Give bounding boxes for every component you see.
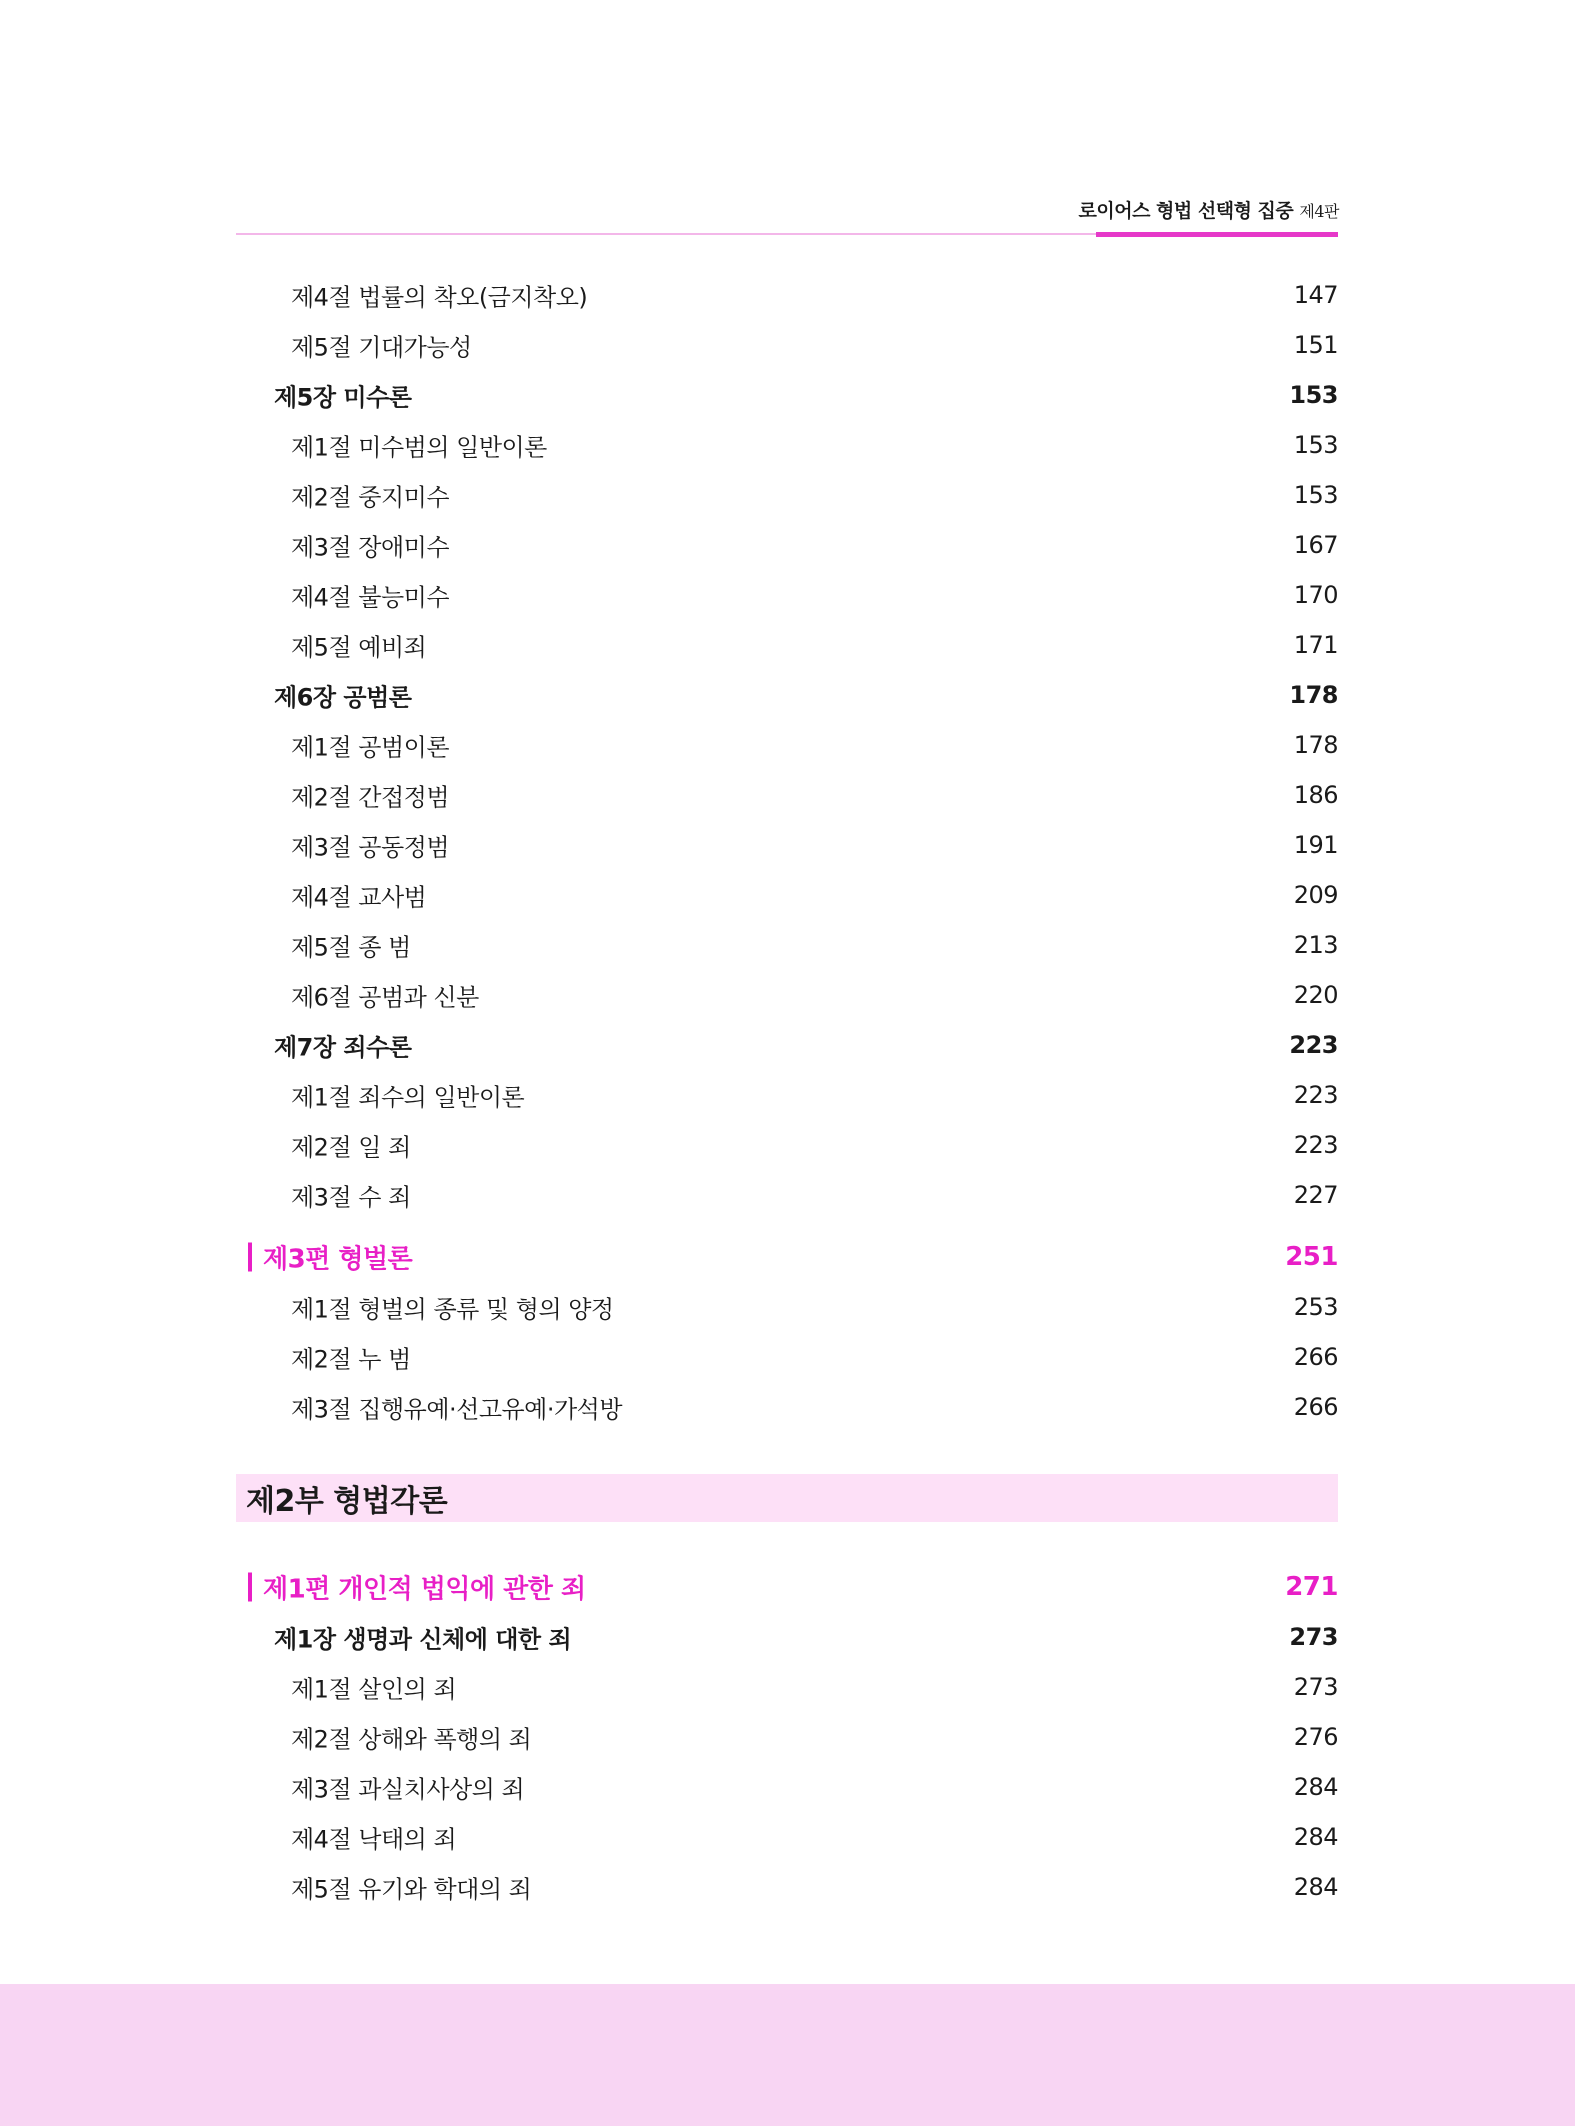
toc-entry-label: 제2절 누 범 [291,1345,411,1374]
toc-entry[interactable] [236,620,1338,670]
toc-entry[interactable] [236,770,1338,820]
toc-entry[interactable] [236,1332,1338,1382]
toc-entry[interactable] [236,470,1338,520]
toc-entry-page: 227 [1293,1181,1338,1209]
toc-entry-label: 제6장 공범론 [274,683,412,712]
toc-entry-page: 273 [1289,1623,1338,1651]
toc-entry-label: 제1절 형벌의 종류 및 형의 양정 [291,1295,614,1324]
edition-label: 제4판 [1299,202,1339,221]
toc-entry[interactable] [236,1382,1338,1432]
toc-entry[interactable] [236,870,1338,920]
toc-entry-label: 제2절 상해와 폭행의 죄 [291,1725,532,1754]
running-header [1079,196,1339,223]
toc-part-label: 제1편 개인적 법익에 관한 죄 [248,1569,586,1606]
toc-entry-label: 제1장 생명과 신체에 대한 죄 [274,1625,572,1654]
toc-entry-page: 273 [1293,1673,1338,1701]
toc-entry-label: 제5절 기대가능성 [291,333,472,362]
toc-entry[interactable] [236,1712,1338,1762]
toc-entry[interactable] [236,1812,1338,1862]
toc-entry[interactable] [236,920,1338,970]
toc-part-heading[interactable] [236,1232,1338,1282]
toc-entry[interactable] [236,420,1338,470]
division-banner [236,1474,1338,1522]
toc-entry-page: 213 [1293,931,1338,959]
toc-chapter[interactable] [236,370,1338,420]
book-title: 로이어스 형법 선택형 집중 [1078,200,1294,222]
toc-entry-label: 제5장 미수론 [274,383,412,412]
toc-entry-page: 284 [1293,1823,1338,1851]
toc-entry-page: 178 [1293,731,1338,759]
toc-entry-page: 186 [1293,781,1338,809]
toc-entry-label: 제3절 공동정범 [291,833,450,862]
toc-entry[interactable] [236,970,1338,1020]
toc-entry-label: 제3절 과실치사상의 죄 [291,1775,525,1804]
toc-group-3 [236,1612,1338,1912]
toc-entry-label: 제4절 교사범 [291,883,427,912]
division-title: 제2부 형법각론 [246,1484,448,1519]
toc-entry-page: 284 [1293,1873,1338,1901]
toc-entry-label: 제2절 일 죄 [291,1133,411,1162]
toc-entry-page: 223 [1289,1031,1338,1059]
toc-entry-page: 171 [1293,631,1338,659]
toc-entry[interactable] [236,720,1338,770]
toc-chapter[interactable] [236,1020,1338,1070]
toc-entry-page: 151 [1293,331,1338,359]
toc-entry-label: 제5절 예비죄 [291,633,427,662]
toc-part-page: 271 [1285,1572,1338,1602]
toc-entry[interactable] [236,270,1338,320]
toc-entry-label: 제2절 간접정범 [291,783,450,812]
toc-entry-page: 284 [1293,1773,1338,1801]
toc-entry-page: 220 [1293,981,1338,1009]
toc-entry-label: 제2절 중지미수 [291,483,450,512]
toc-entry-label: 제3절 수 죄 [291,1183,411,1212]
toc-entry[interactable] [236,520,1338,570]
toc-entry[interactable] [236,1170,1338,1220]
toc-entry-label: 제6절 공범과 신분 [291,983,479,1012]
header-accent-rule [1096,232,1338,237]
toc-chapter[interactable] [236,670,1338,720]
toc-entry-page: 276 [1293,1723,1338,1751]
toc-entry-label: 제5절 유기와 학대의 죄 [291,1875,532,1904]
toc-part-heading[interactable] [236,1562,1338,1612]
toc-entry-label: 제1절 죄수의 일반이론 [291,1083,525,1112]
toc-entry-label: 제1절 공범이론 [291,733,450,762]
toc-entry-label: 제7장 죄수론 [274,1033,412,1062]
toc-entry-page: 178 [1289,681,1338,709]
toc-entry-page: 266 [1293,1343,1338,1371]
toc-entry-page: 170 [1293,581,1338,609]
toc-entry-page: 266 [1293,1393,1338,1421]
toc-entry-label: 제5절 종 범 [291,933,411,962]
toc-entry-page: 167 [1293,531,1338,559]
toc-entry-page: 223 [1293,1131,1338,1159]
toc-entry[interactable] [236,820,1338,870]
toc-group-1 [236,270,1338,1220]
toc-entry[interactable] [236,1070,1338,1120]
toc-entry[interactable] [236,320,1338,370]
toc-entry[interactable] [236,1282,1338,1332]
toc-entry-page: 153 [1293,481,1338,509]
toc-entry-label: 제4절 불능미수 [291,583,450,612]
toc-entry[interactable] [236,1762,1338,1812]
toc-entry-label: 제4절 낙태의 죄 [291,1825,457,1854]
spacer [236,1220,1338,1232]
toc-group-2 [236,1282,1338,1432]
toc-entry-label: 제1절 살인의 죄 [291,1675,457,1704]
toc-entry-page: 191 [1293,831,1338,859]
toc-entry-page: 223 [1293,1081,1338,1109]
toc-entry-page: 253 [1293,1293,1338,1321]
toc-part-label: 제3편 형벌론 [248,1239,412,1276]
toc-entry[interactable] [236,570,1338,620]
toc-entry-label: 제1절 미수범의 일반이론 [291,433,547,462]
toc-entry-page: 209 [1293,881,1338,909]
toc-entry-page: 153 [1289,381,1338,409]
toc-entry[interactable] [236,1662,1338,1712]
toc-part-page: 251 [1285,1242,1338,1272]
table-of-contents [236,270,1338,1912]
toc-entry[interactable] [236,1862,1338,1912]
toc-entry-label: 제3절 장애미수 [291,533,450,562]
toc-entry[interactable] [236,1120,1338,1170]
toc-chapter[interactable] [236,1612,1338,1662]
toc-entry-page: 153 [1293,431,1338,459]
footer-band [0,1984,1575,2126]
toc-entry-page: 147 [1293,281,1338,309]
toc-entry-label: 제4절 법률의 착오(금지착오) [291,283,588,312]
toc-entry-label: 제3절 집행유예·선고유예·가석방 [291,1395,623,1424]
